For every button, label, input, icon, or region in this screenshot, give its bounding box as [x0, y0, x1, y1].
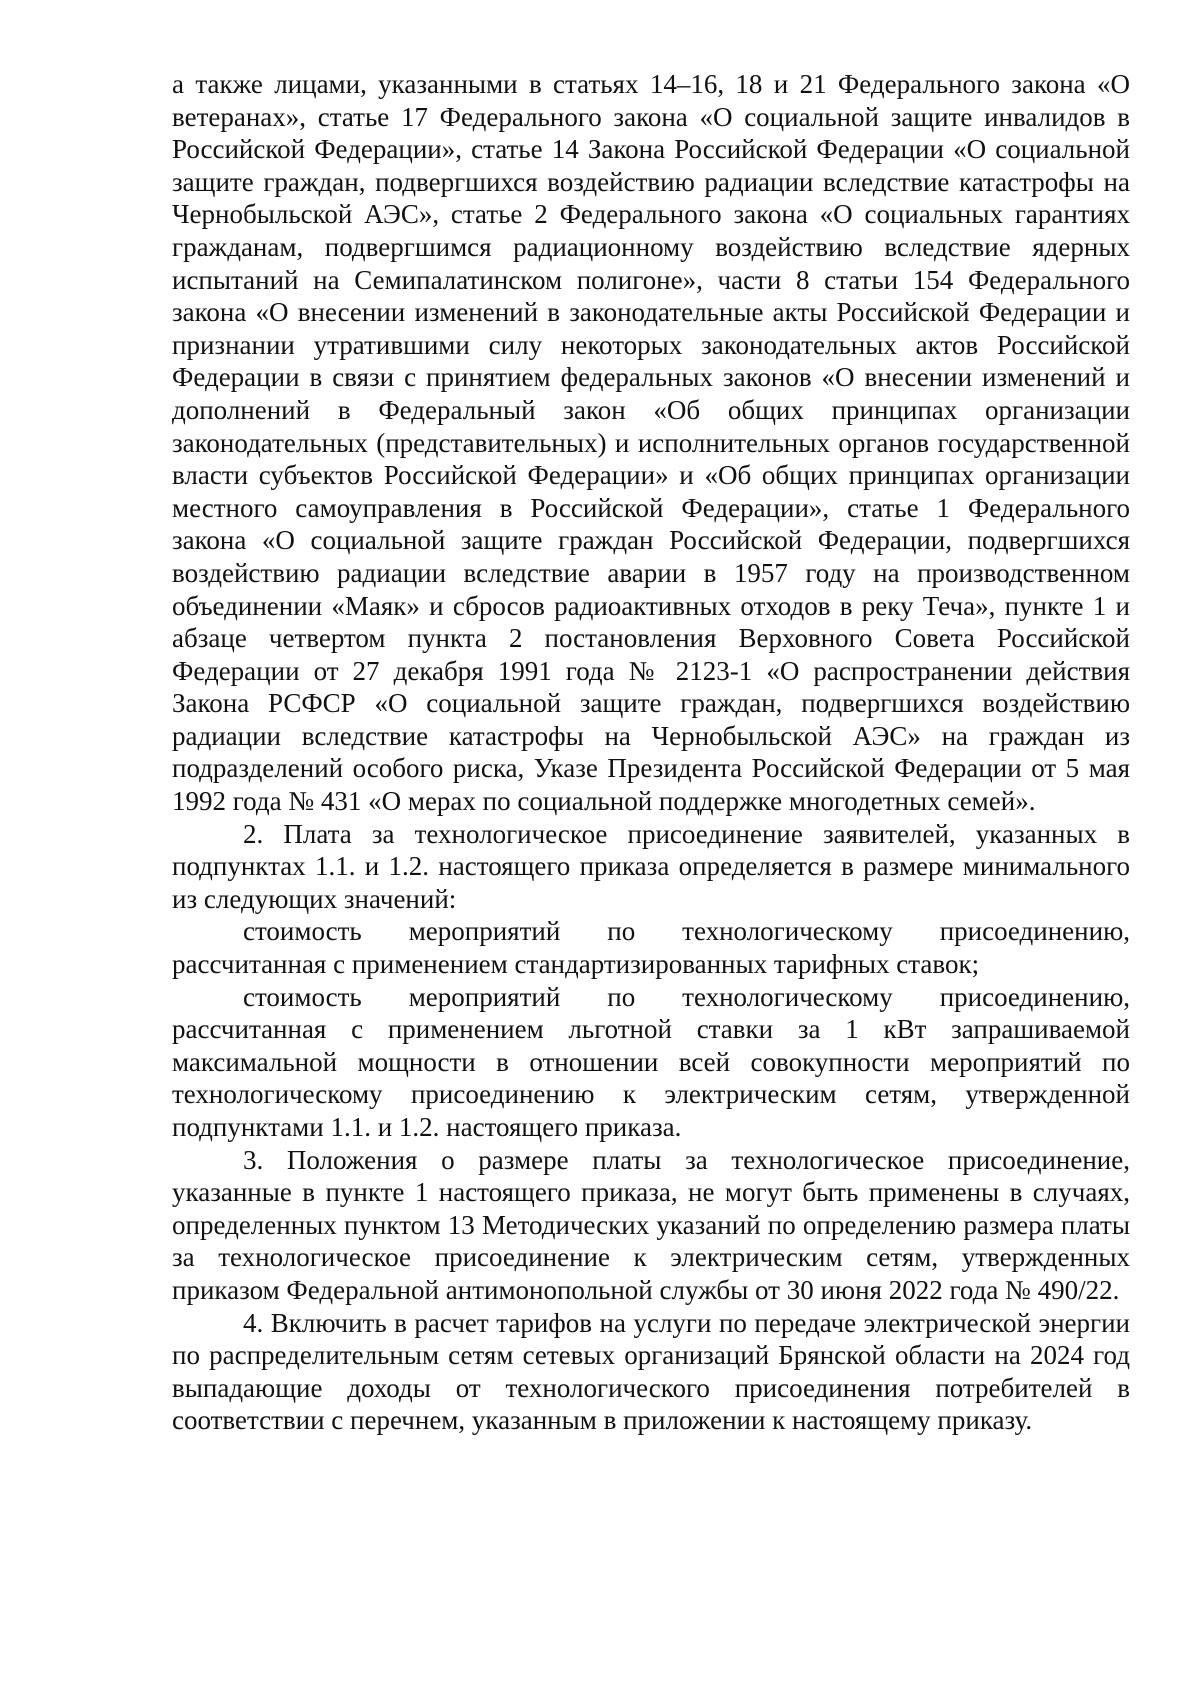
- document-body: [172, 68, 1130, 1437]
- paragraph-continuation: а также лицами, указанными в статьях 14–16, 18 и 21 Федерального закона «О ветеранах», статье 17 Федерального закона «О социальной защите инвалидов в Российской Федерации», статье 14 Закона Российской Федерации «О социальной защите граждан, подвергшихся воздействию радиации вследствие катастрофы на Чернобыльской АЭС», статье 2 Федерального закона «О социальных гарантиях гражданам, подвергшимся радиационному воздействию вследствие ядерных испытаний на Семипалатинском полигоне», части 8 статьи 154 Федерального закона «О внесении изменений в законодательные акты Российской Федерации и признании утратившими силу некоторых законодательных актов Российской Федерации в связи с принятием федеральных законов «О внесении изменений и дополнений в Федеральный закон «Об общих принципах организации законодательных (представительных) и исполнительных органов государственной власти субъектов Российской Федерации» и «Об общих принципах организации местного самоуправления в Российской Федерации», статье 1 Федерального закона «О социальной защите граждан Российской Федерации, подвергшихся воздействию радиации вследствие аварии в 1957 году на производственном объединении «Маяк» и сбросов радиоактивных отходов в реку Теча», пункте 1 и абзаце четвертом пункта 2 постановления Верховного Совета Российской Федерации от 27 декабря 1991 года № 2123-1 «О распространении действия Закона РСФСР «О социальной защите граждан, подвергшихся воздействию радиации вследствие катастрофы на Чернобыльской АЭС» на граждан из подразделений особого риска, Указе Президента Российской Федерации от 5 мая 1992 года № 431 «О мерах по социальной поддержке многодетных семей».: [172, 69, 1130, 817]
- paragraph-item-2-option-2: стоимость мероприятий по технологическому присоединению, рассчитанная с применением льготной ставки за 1 кВт запрашиваемой максимальной мощности в отношении всей совокупности мероприятий по технологическому присоединению к электрическим сетям, утвержденной подпунктами 1.1. и 1.2. настоящего приказа.: [172, 981, 1130, 1142]
- paragraph-item-3: 3. Положения о размере платы за технологическое присоединение, указанные в пункте 1 настоящего приказа, не могут быть применены в случаях, определенных пунктом 13 Методических указаний по определению размера платы за технологическое присоединение к электрическим сетям, утвержденных приказом Федеральной антимонопольной службы от 30 июня 2022 года № 490/22.: [172, 1144, 1130, 1305]
- paragraph-item-2-option-1: стоимость мероприятий по технологическому присоединению, рассчитанная с применением стандартизированных тарифных ставок;: [172, 916, 1130, 980]
- paragraph-item-4: 4. Включить в расчет тарифов на услуги по передаче электрической энергии по распределительным сетям сетевых организаций Брянской области на 2024 год выпадающие доходы от технологического присоединения потребителей в соответствии с перечнем, указанным в приложении к настоящему приказу.: [172, 1307, 1130, 1436]
- paragraph-item-2: 2. Плата за технологическое присоединение заявителей, указанных в подпунктах 1.1. и 1.2. настоящего приказа определяется в размере минимального из следующих значений:: [172, 818, 1130, 914]
